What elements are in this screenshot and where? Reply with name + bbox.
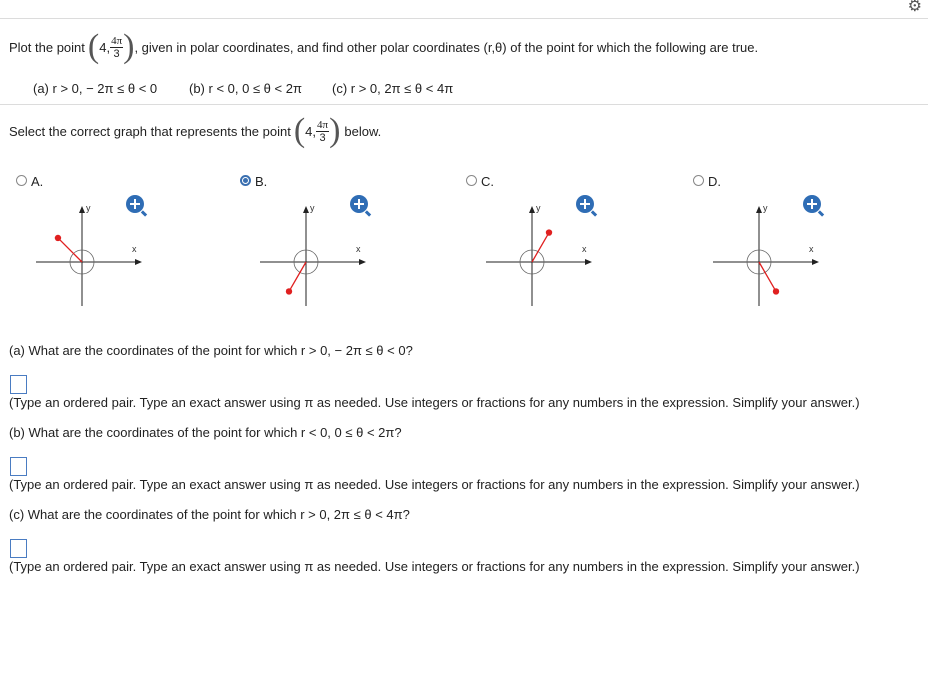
select-prefix: Select the correct graph that represents the point bbox=[9, 123, 291, 139]
y-axis-label: y bbox=[536, 203, 541, 213]
right-paren: ) bbox=[329, 112, 341, 149]
intro-suffix: , given in polar coordinates, and find other polar coordinates (r,θ) of the point for which the following are true. bbox=[134, 39, 759, 55]
x-axis-arrow bbox=[135, 259, 142, 265]
part-b-answer-input[interactable] bbox=[10, 457, 27, 476]
plotted-point bbox=[546, 229, 552, 235]
gear-icon[interactable]: ⚙ bbox=[907, 0, 922, 15]
part-c-answer-input[interactable] bbox=[10, 539, 27, 558]
y-axis-arrow bbox=[529, 206, 535, 213]
terminal-ray bbox=[532, 233, 549, 262]
option-a-label: A. bbox=[31, 174, 44, 189]
option-b-radio[interactable] bbox=[240, 175, 251, 186]
option-a-graph bbox=[32, 195, 162, 315]
option-c-label: C. bbox=[481, 174, 494, 189]
part-c-instruction: (Type an ordered pair. Type an exact answer using π as needed. Use integers or fractions for any numbers in the expression. Simplify your answer.) bbox=[9, 559, 860, 574]
terminal-ray bbox=[58, 238, 82, 262]
theta-numerator: 4π bbox=[317, 118, 329, 131]
y-axis-label: y bbox=[310, 203, 315, 213]
condition-b: (b) r < 0, 0 ≤ θ < 2π bbox=[189, 81, 302, 96]
x-axis-label: x bbox=[582, 244, 587, 254]
y-axis-label: y bbox=[763, 203, 768, 213]
option-a-radio[interactable] bbox=[16, 175, 27, 186]
x-axis-arrow bbox=[585, 259, 592, 265]
left-paren: ( bbox=[87, 28, 100, 65]
part-c-question: (c) What are the coordinates of the point for which r > 0, 2π ≤ θ < 4π? bbox=[9, 507, 410, 522]
question-intro bbox=[9, 30, 758, 64]
intro-point-theta bbox=[110, 35, 123, 60]
select-point-r: 4, bbox=[305, 123, 317, 139]
theta-numerator: 4π bbox=[111, 34, 123, 47]
intro-prefix: Plot the point bbox=[9, 39, 85, 55]
select-suffix: below. bbox=[344, 123, 382, 139]
select-prompt bbox=[9, 114, 381, 148]
plotted-point bbox=[286, 288, 292, 294]
part-b-question: (b) What are the coordinates of the point for which r < 0, 0 ≤ θ < 2π? bbox=[9, 425, 402, 440]
y-axis-arrow bbox=[756, 206, 762, 213]
x-axis-label: x bbox=[132, 244, 137, 254]
section-divider bbox=[0, 104, 928, 105]
option-b-label: B. bbox=[255, 174, 268, 189]
select-point-theta bbox=[316, 119, 329, 144]
top-divider bbox=[0, 18, 928, 19]
x-axis-arrow bbox=[812, 259, 819, 265]
condition-a: (a) r > 0, − 2π ≤ θ < 0 bbox=[33, 81, 158, 96]
option-b-graph bbox=[256, 195, 386, 315]
option-c-radio[interactable] bbox=[466, 175, 477, 186]
right-paren: ) bbox=[123, 28, 135, 65]
option-c-graph bbox=[482, 195, 612, 315]
x-axis-label: x bbox=[809, 244, 814, 254]
y-axis-arrow bbox=[303, 206, 309, 213]
condition-c: (c) r > 0, 2π ≤ θ < 4π bbox=[332, 81, 454, 96]
intro-point-r: 4, bbox=[99, 39, 111, 55]
x-axis-arrow bbox=[359, 259, 366, 265]
terminal-ray bbox=[759, 262, 776, 291]
part-a-instruction: (Type an ordered pair. Type an exact answer using π as needed. Use integers or fractions for any numbers in the expression. Simplify your answer.) bbox=[9, 395, 860, 410]
theta-denominator: 3 bbox=[113, 47, 120, 60]
theta-denominator: 3 bbox=[319, 131, 326, 144]
option-d-graph bbox=[709, 195, 839, 315]
plotted-point bbox=[773, 288, 779, 294]
left-paren: ( bbox=[293, 112, 306, 149]
plotted-point bbox=[55, 235, 61, 241]
option-d-label: D. bbox=[708, 174, 721, 189]
part-b-instruction: (Type an ordered pair. Type an exact answer using π as needed. Use integers or fractions for any numbers in the expression. Simplify your answer.) bbox=[9, 477, 860, 492]
y-axis-label: y bbox=[86, 203, 91, 213]
y-axis-arrow bbox=[79, 206, 85, 213]
x-axis-label: x bbox=[356, 244, 361, 254]
option-d-radio[interactable] bbox=[693, 175, 704, 186]
part-a-question: (a) What are the coordinates of the point for which r > 0, − 2π ≤ θ < 0? bbox=[9, 343, 413, 358]
part-a-answer-input[interactable] bbox=[10, 375, 27, 394]
terminal-ray bbox=[289, 262, 306, 291]
